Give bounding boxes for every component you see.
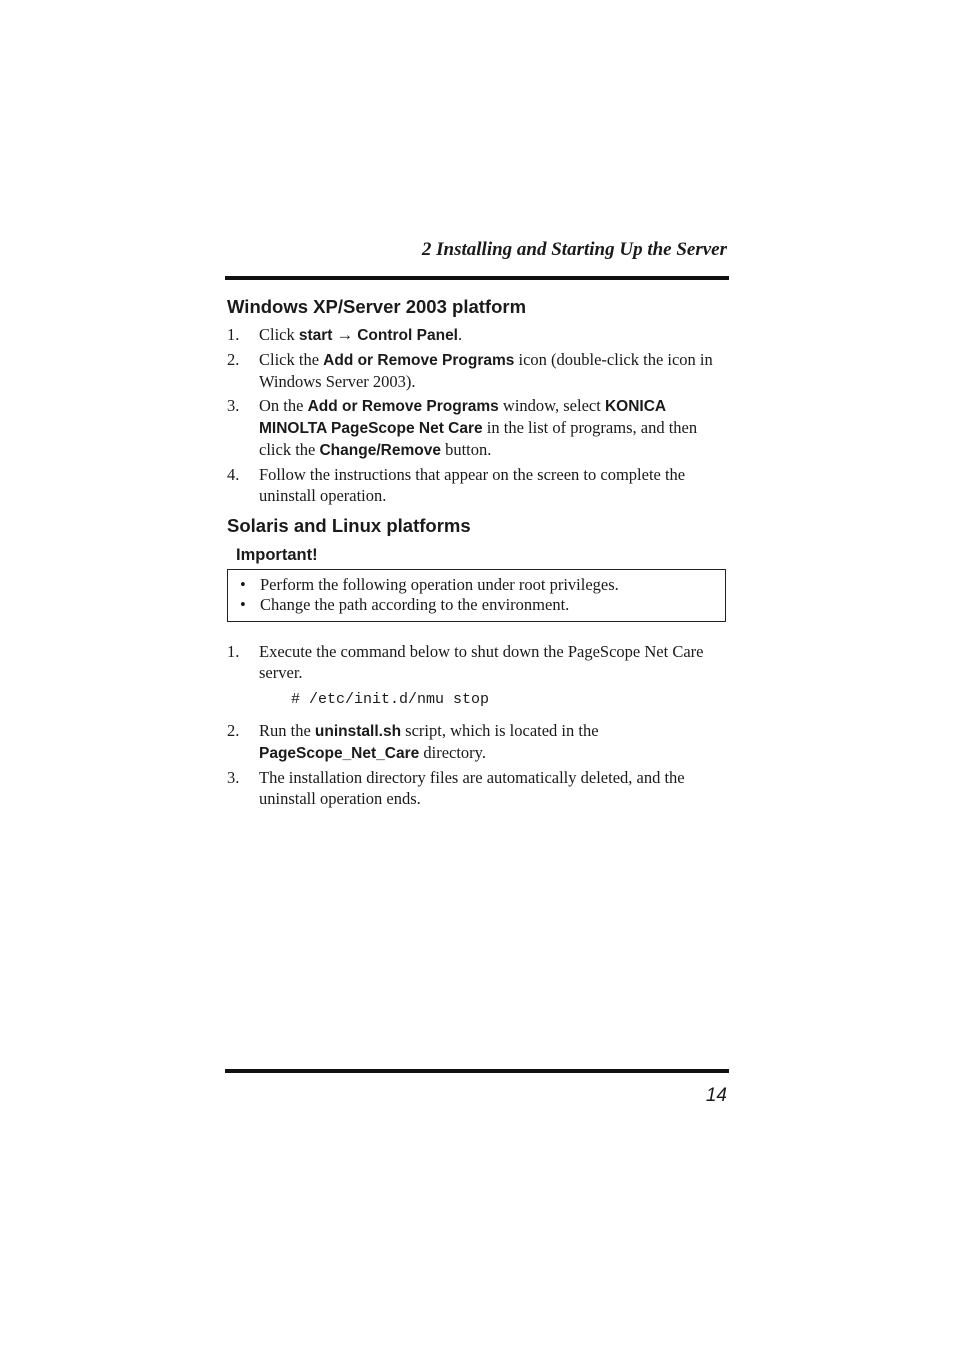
step-text: On the [259, 396, 308, 415]
list-item [227, 395, 727, 461]
add-remove-programs-label: Add or Remove Programs [307, 398, 499, 415]
important-item [240, 575, 725, 595]
step-number: 4. [227, 465, 240, 484]
windows-section-title: Windows XP/Server 2003 platform [227, 296, 527, 317]
step-number: 3. [227, 396, 240, 415]
command-line: # /etc/init.d/nmu stop [291, 691, 490, 708]
step-number: 2. [227, 721, 240, 740]
step-text: icon (double-click the icon in Windows Server 2003). [259, 350, 713, 391]
step-text: directory. [419, 743, 486, 762]
unix-section-title: Solaris and Linux platforms [227, 515, 471, 536]
important-box [227, 569, 726, 622]
bullet-icon: • [240, 575, 246, 594]
important-label: Important! [236, 546, 318, 564]
step-text: . [458, 325, 463, 344]
list-item [227, 641, 727, 683]
list-item [227, 720, 727, 764]
important-text: Perform the following operation under root privileges. [260, 575, 619, 594]
step-text: Run the [259, 721, 315, 740]
add-remove-programs-label: Add or Remove Programs [323, 352, 515, 369]
step-number: 2. [227, 350, 240, 369]
list-item [227, 767, 727, 809]
step-text: in the list of programs, and then click the [259, 418, 698, 459]
running-header: 2 Installing and Starting Up the Server [421, 239, 727, 260]
unix-steps-list-part1 [227, 641, 727, 683]
important-item [240, 595, 725, 615]
arrow-icon: → [332, 325, 358, 344]
step-text: button. [440, 440, 492, 459]
change-remove-label: Change/Remove [319, 442, 441, 459]
list-item [227, 324, 727, 346]
list-item [227, 349, 727, 392]
menu-start: start [298, 327, 333, 344]
unix-steps-list-part2 [227, 720, 727, 809]
bullet-icon: • [240, 595, 246, 614]
menu-control-panel: Control Panel [357, 327, 458, 344]
page-number: 14 [705, 1085, 727, 1106]
footer-rule [225, 1069, 729, 1073]
step-text: Click [259, 325, 299, 344]
step-text: Execute the command below to shut down the PageScope Net Care server. [259, 642, 704, 682]
important-text: Change the path according to the environment. [260, 595, 570, 614]
step-text: Click the [259, 350, 324, 369]
step-text: script, which is located in the [401, 721, 599, 740]
header-rule [225, 276, 729, 280]
step-text: window, select [498, 396, 605, 415]
step-text: The installation directory files are automatically deleted, and the uninstall operation ends. [259, 768, 685, 808]
step-number: 1. [227, 642, 240, 661]
step-number: 3. [227, 768, 240, 787]
list-item [227, 464, 727, 506]
step-text: Follow the instructions that appear on the screen to complete the uninstall operation. [259, 465, 686, 505]
windows-steps-list [227, 324, 727, 506]
directory-name: PageScope_Net_Care [259, 745, 420, 762]
program-name: KONICA MINOLTA PageScope Net Care [259, 398, 666, 437]
step-number: 1. [227, 325, 240, 344]
script-name: uninstall.sh [314, 723, 402, 740]
